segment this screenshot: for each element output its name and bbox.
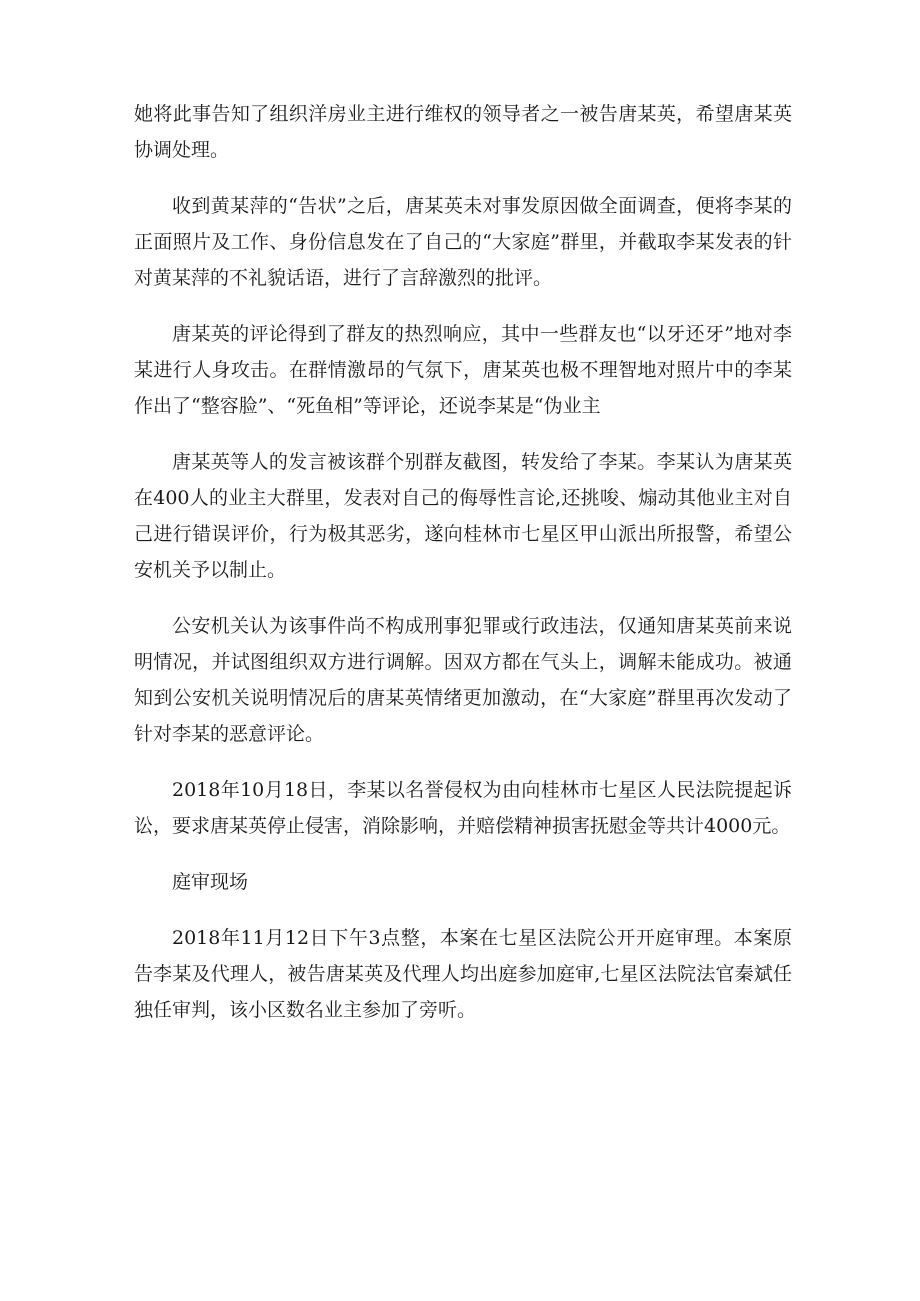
- paragraph-4: 唐某英等人的发言被该群个别群友截图，转发给了李某。李某认为唐某英在400人的业主大群里，发表对自己的侮辱性言论,还挑唆、煽动其他业主对自己进行错误评价，行为极其恶劣，遂向桂林市七星区甲山派出所报警，希望公安机关予以制止。: [134, 451, 792, 581]
- paragraph-7: 2018年11月12日下午3点整，本案在七星区法院公开开庭审理。本案原告李某及代理人，被告唐某英及代理人均出庭参加庭审,七星区法院法官秦斌任独任审判，该小区数名业主参加了旁听。: [134, 927, 792, 1021]
- paragraph-2: 收到黄某萍的“告状”之后，唐某英未对事发原因做全面调查，便将李某的正面照片及工作、身份信息发在了自己的“大家庭”群里，并截取李某发表的针对黄某萍的不礼貌话语，进行了言辞激烈的批评。: [134, 195, 792, 289]
- paragraph-5: 公安机关认为该事件尚不构成刑事犯罪或行政违法，仅通知唐某英前来说明情况，并试图组织双方进行调解。因双方都在气头上，调解未能成功。被通知到公安机关说明情况后的唐某英情绪更加激动，在“大家庭”群里再次发动了针对李某的恶意评论。: [134, 615, 792, 745]
- paragraph-3: 唐某英的评论得到了群友的热烈响应，其中一些群友也“以牙还牙”地对李某进行人身攻击。在群情激昂的气氛下，唐某英也极不理智地对照片中的李某作出了“整容脸”、“死鱼相”等评论，还说李某是“伪业主: [134, 323, 792, 417]
- paragraph-1: 她将此事告知了组织洋房业主进行维权的领导者之一被告唐某英，希望唐某英协调处理。: [134, 103, 792, 161]
- paragraph-6: 2018年10月18日，李某以名誉侵权为由向桂林市七星区人民法院提起诉讼，要求唐某英停止侵害，消除影响，并赔偿精神损害抚慰金等共计4000元。: [134, 779, 792, 837]
- section-heading: 庭审现场: [172, 871, 249, 893]
